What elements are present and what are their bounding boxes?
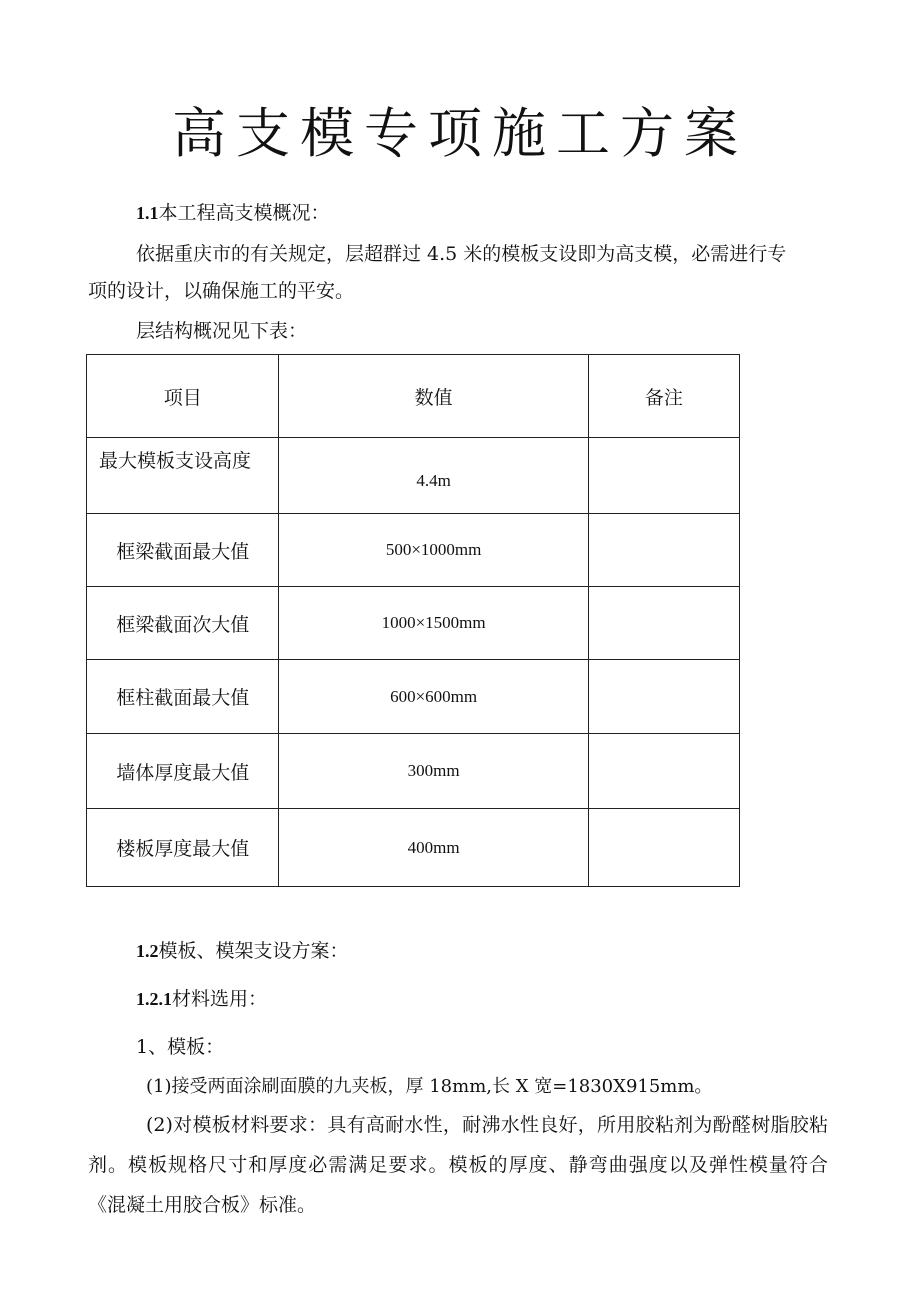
header-item: 项目 <box>87 355 279 438</box>
table-row <box>87 587 740 660</box>
section-1-1-heading <box>88 202 828 224</box>
row-value: 1000×1500mm <box>279 587 588 660</box>
row-item: 框柱截面最大值 <box>87 660 279 734</box>
section-title: 材料选用： <box>172 988 268 1010</box>
paragraph-material: (1)接受两面涂刷面膜的九夹板，厚 18mm,长 X 宽=1830X915mm。 <box>146 1076 713 1097</box>
row-note <box>588 660 739 734</box>
table-row <box>87 734 740 809</box>
row-value: 600×600mm <box>279 660 588 734</box>
section-1-2-1-heading <box>88 988 828 1010</box>
structure-table <box>86 354 740 887</box>
list-item-formwork: 1、模板： <box>136 1036 225 1058</box>
row-value: 300mm <box>279 734 588 809</box>
table-row <box>87 514 740 587</box>
row-item: 框梁截面最大值 <box>87 514 279 587</box>
row-item: 墙体厚度最大值 <box>87 734 279 809</box>
row-note <box>588 809 739 887</box>
section-number: 1.2 <box>136 941 159 961</box>
table-header-row <box>87 355 740 438</box>
row-note <box>588 734 739 809</box>
document-title: 高支模专项施工方案 <box>172 102 748 165</box>
intro-line-1: 依据重庆市的有关规定，层超群过 4.5 米的模板支设即为高支模，必需进行专 <box>136 243 787 265</box>
intro-line-2: 项的设计，以确保施工的平安。 <box>88 280 355 302</box>
row-item: 最大模板支设高度 <box>87 438 279 514</box>
row-note <box>588 587 739 660</box>
section-title: 模板、模架支设方案： <box>158 940 349 962</box>
table-row <box>87 660 740 734</box>
section-1-2-heading <box>88 940 828 962</box>
section-title: 本工程高支模概况： <box>158 202 330 224</box>
paragraph-requirements: (2)对模板材料要求：具有高耐水性，耐沸水性良好，所用胶粘剂为酚醛树脂胶粘剂。模板规格尺寸和厚度必需满足要求。模板的厚度、静弯曲强度以及弹性模量符合《混凝土用胶合板》标准。 <box>88 1114 828 1216</box>
header-value: 数值 <box>279 355 588 438</box>
row-value: 4.4m <box>279 438 588 514</box>
row-note <box>588 438 739 514</box>
section-number: 1.1 <box>136 203 159 223</box>
section-number: 1.2.1 <box>136 989 172 1009</box>
table-intro: 层结构概况见下表： <box>136 320 308 342</box>
table-row <box>87 438 740 514</box>
row-value: 500×1000mm <box>279 514 588 587</box>
row-item: 框梁截面次大值 <box>87 587 279 660</box>
header-note: 备注 <box>588 355 739 438</box>
row-value: 400mm <box>279 809 588 887</box>
row-note <box>588 514 739 587</box>
row-item: 楼板厚度最大值 <box>87 809 279 887</box>
table-row <box>87 809 740 887</box>
